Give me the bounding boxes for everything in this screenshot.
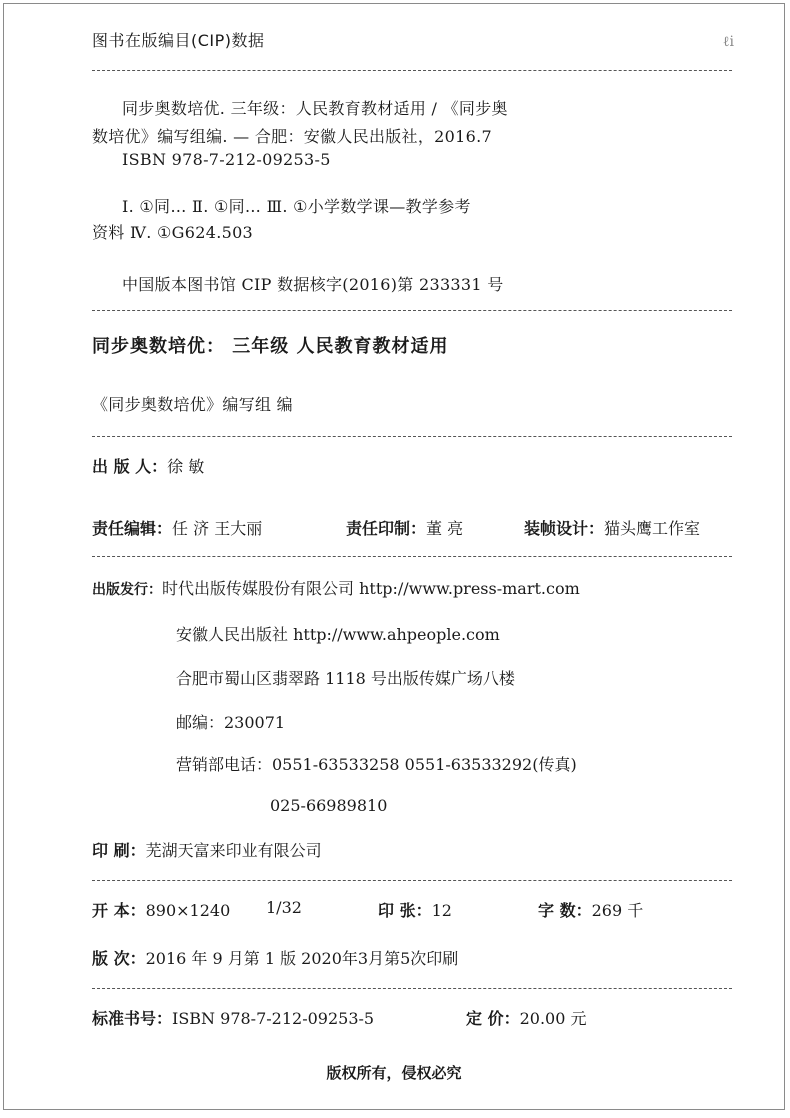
design-row	[524, 516, 700, 539]
design-label: 装帧设计：	[524, 519, 605, 538]
cip-entry-line1: 同步奥数培优. 三年级：人民教育教材适用 / 《同步奥	[122, 99, 508, 118]
distribution-line6: 025-66989810	[270, 796, 388, 815]
price-label: 定 价：	[466, 1009, 520, 1028]
divider	[92, 988, 732, 989]
copyright-page	[3, 3, 785, 1110]
distribution-line1: 时代出版传媒股份有限公司 http://www.press-mart.com	[162, 579, 580, 598]
book-title: 同步奥数培优： 三年级 人民教育教材适用	[92, 336, 449, 357]
book-editor: 《同步奥数培优》编写组 编	[92, 395, 293, 414]
edition-label: 版 次：	[92, 949, 146, 968]
isbn-std-label: 标准书号：	[92, 1009, 173, 1028]
distribution-line5: 营销部电话：0551-63533258 0551-63533292(传真)	[176, 755, 577, 774]
resp-print-row	[346, 516, 463, 539]
printer-row	[92, 838, 322, 861]
resp-print-label: 责任印制：	[346, 519, 427, 538]
scan-mark: ℓi	[722, 34, 734, 50]
distribution-line3: 合肥市蜀山区翡翠路 1118 号出版传媒广场八楼	[176, 669, 515, 688]
sheets-value: 12	[431, 901, 452, 920]
price-row	[466, 1006, 586, 1029]
isbn-std-value: ISBN 978-7-212-09253-5	[172, 1009, 375, 1028]
design-value: 猫头鹰工作室	[604, 519, 701, 538]
distribution-line4: 邮编：230071	[176, 713, 286, 732]
distribution-row	[92, 576, 580, 599]
resp-print-value: 董 亮	[426, 519, 464, 538]
resp-editor-value: 任 济 王大丽	[172, 519, 263, 538]
divider	[92, 70, 732, 71]
format-row	[92, 898, 230, 921]
words-label: 字 数：	[538, 901, 592, 920]
distribution-line2: 安徽人民出版社 http://www.ahpeople.com	[176, 625, 500, 644]
divider	[92, 310, 732, 311]
cip-subject-line1: Ⅰ. ①同… Ⅱ. ①同… Ⅲ. ①小学数学课—教学参考	[122, 197, 471, 216]
publisher-person-label: 出 版 人：	[92, 457, 168, 476]
edition-row	[92, 946, 458, 969]
sheets-row	[378, 898, 452, 921]
cip-header: 图书在版编目(CIP)数据	[92, 31, 265, 50]
format-value: 890×1240	[145, 901, 231, 920]
divider	[92, 880, 732, 881]
cip-isbn: ISBN 978-7-212-09253-5	[122, 150, 331, 169]
resp-editor-label: 责任编辑：	[92, 519, 173, 538]
edition-value: 2016 年 9 月第 1 版 2020年3月第5次印刷	[145, 949, 459, 968]
publisher-person-row	[92, 454, 204, 477]
publisher-person-value: 徐 敏	[167, 457, 205, 476]
words-value: 269 千	[591, 901, 644, 920]
copyright-notice: 版权所有，侵权必究	[326, 1064, 462, 1082]
cip-subject-line2: 资料 Ⅳ. ①G624.503	[92, 223, 254, 242]
divider	[92, 436, 732, 437]
divider	[92, 556, 732, 557]
format-label: 开 本：	[92, 901, 146, 920]
price-value: 20.00 元	[519, 1009, 587, 1028]
words-row	[538, 898, 643, 921]
printer-label: 印 刷：	[92, 841, 146, 860]
isbn-std-row	[92, 1006, 374, 1029]
editors-row	[92, 516, 262, 539]
printer-value: 芜湖天富来印业有限公司	[145, 841, 322, 860]
distribution-label: 出版发行：	[92, 582, 162, 598]
sheets-label: 印 张：	[378, 901, 432, 920]
cip-entry-line2: 数培优》编写组编. — 合肥：安徽人民出版社，2016.7	[92, 127, 492, 146]
folio-value: 1/32	[266, 898, 302, 917]
cip-record: 中国版本图书馆 CIP 数据核字(2016)第 233331 号	[122, 275, 504, 294]
